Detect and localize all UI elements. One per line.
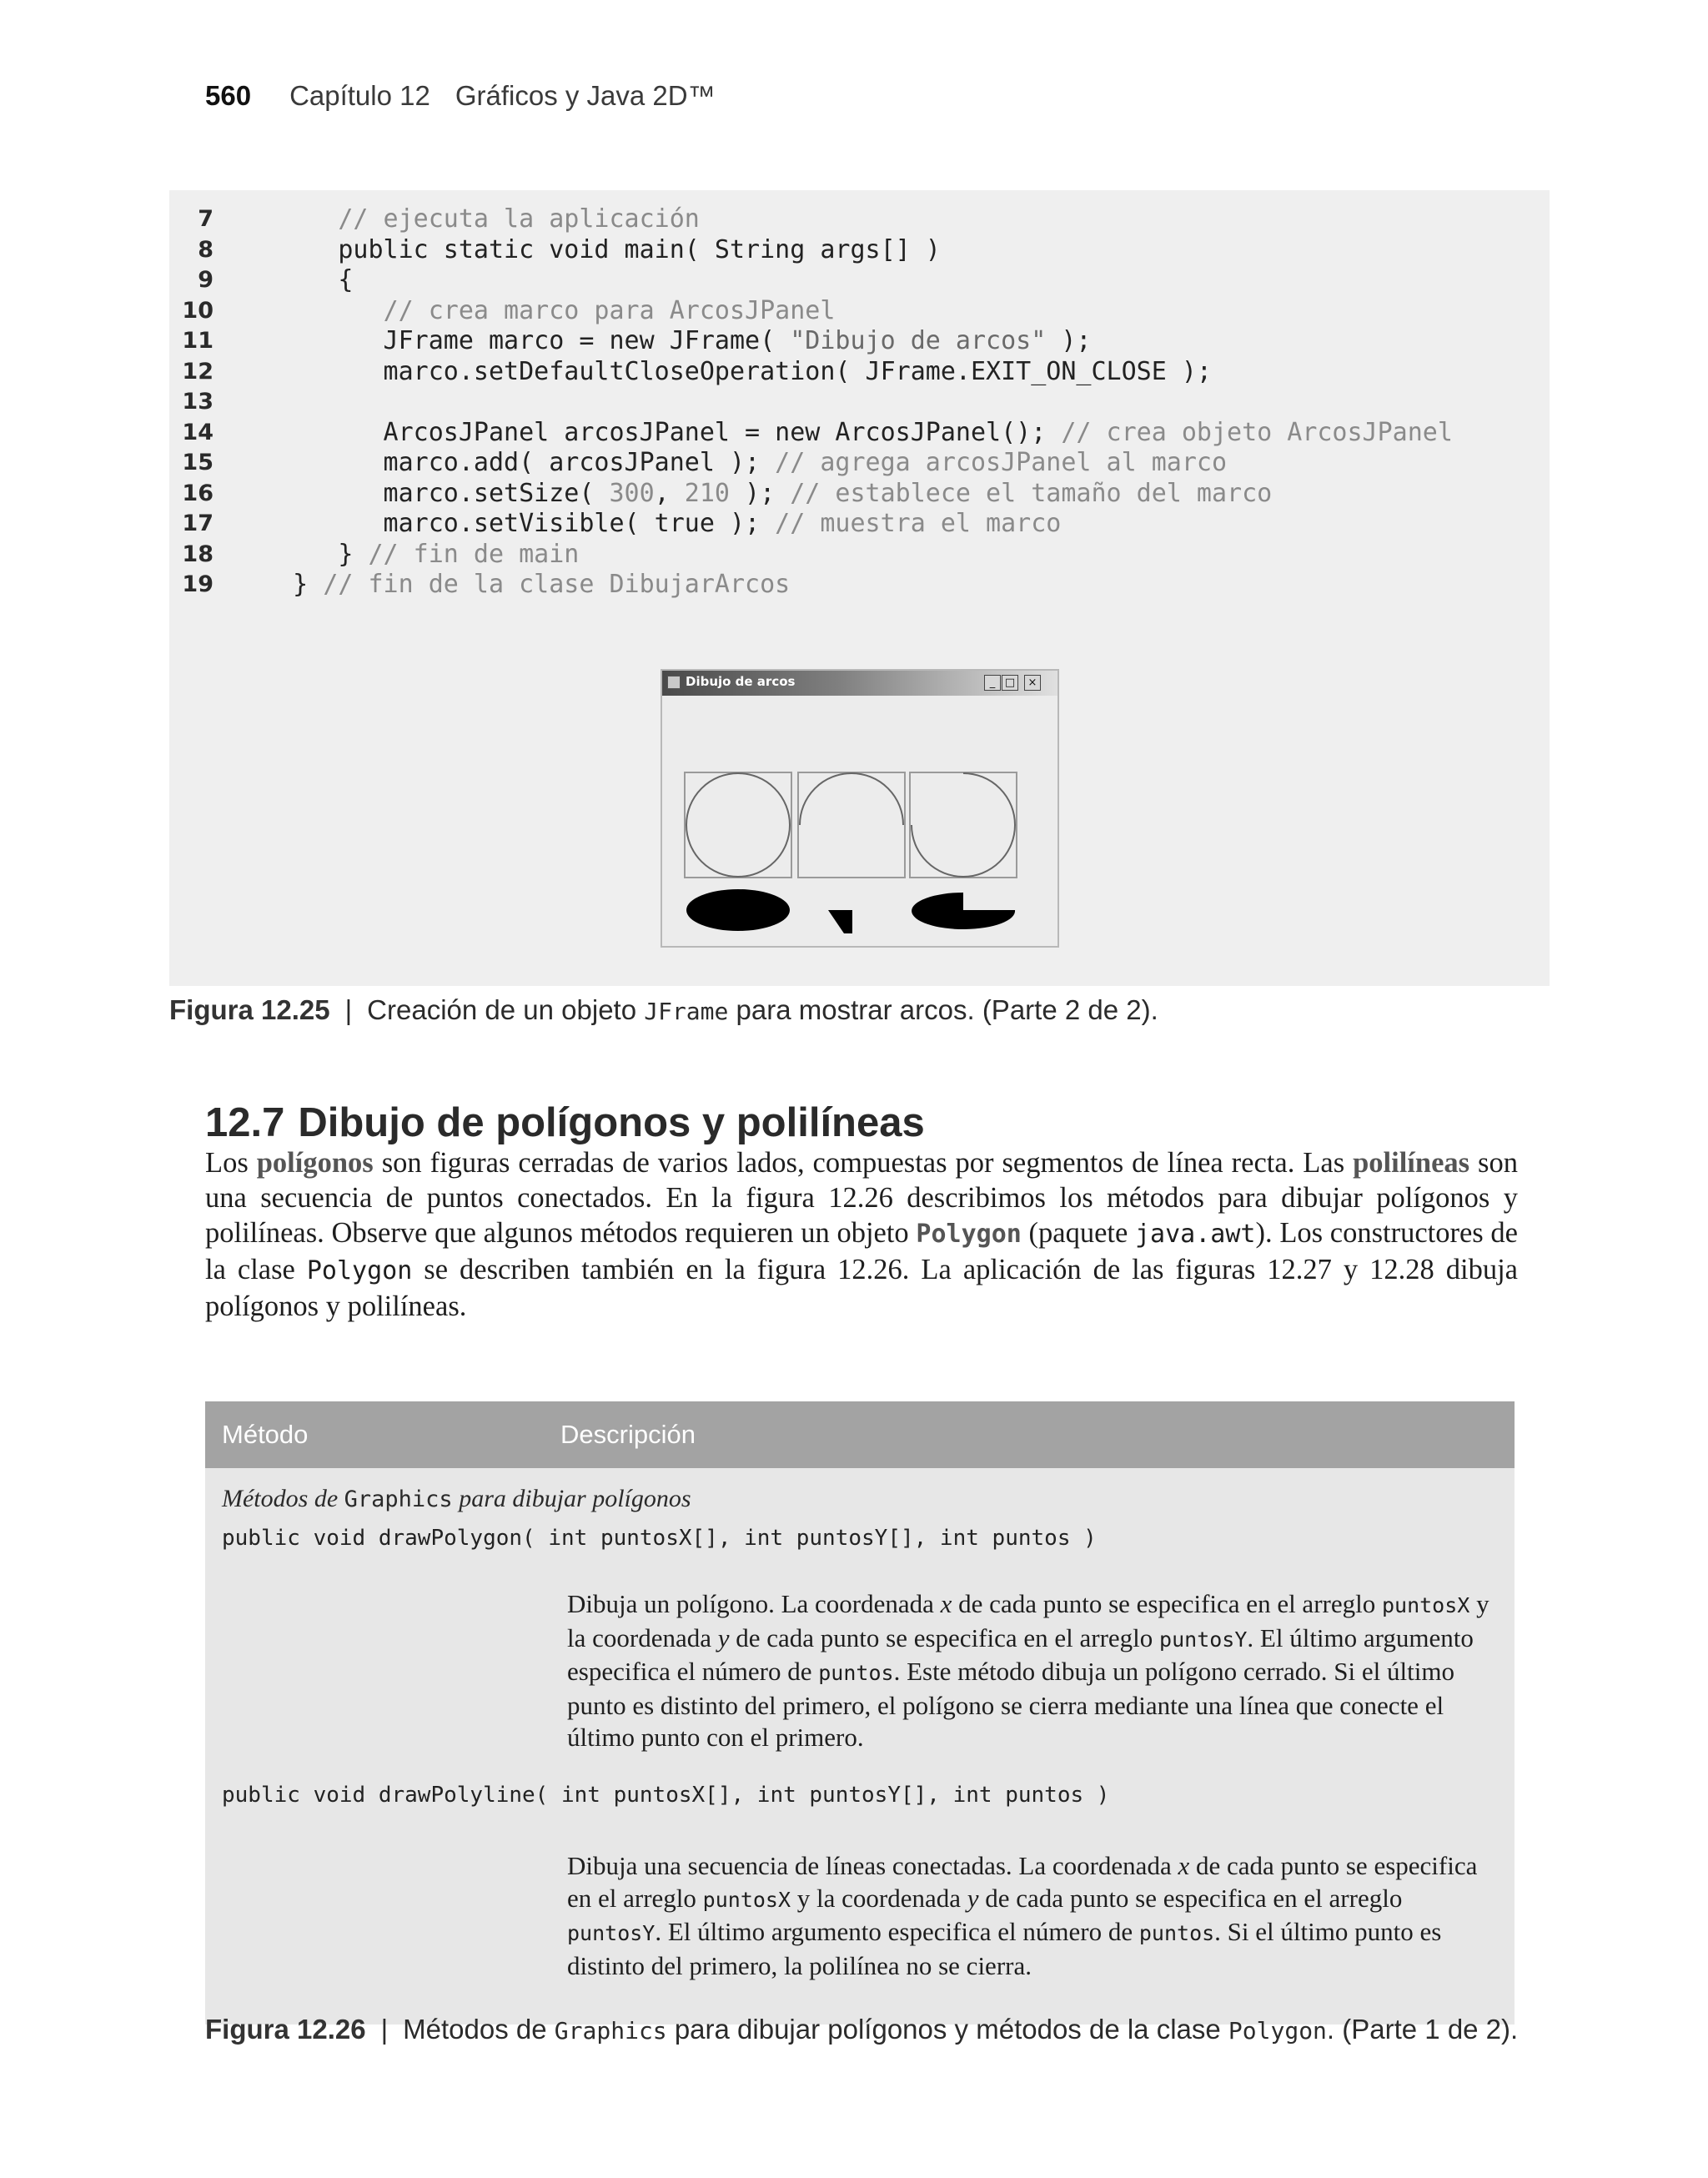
code-token — [248, 296, 384, 325]
code-token: // establece el tamaño del marco — [790, 478, 1273, 508]
code-token: public static void main( String args[] ) — [248, 234, 941, 264]
code-text — [248, 418, 1453, 449]
text: . El último argumento especifica el número de — [567, 1622, 1474, 1686]
text: (paquete — [1021, 1217, 1135, 1249]
chapter-label: Capítulo 12 — [289, 80, 430, 111]
output-window — [661, 669, 1059, 948]
filled-oval — [686, 889, 790, 931]
chapter-title: Gráficos y Java 2D™ — [455, 80, 716, 111]
full-arc — [686, 773, 790, 877]
inline-code: Graphics — [344, 1486, 453, 1512]
caption-separator: | — [380, 2014, 389, 2045]
method-description-drawpolygon — [567, 1588, 1489, 1754]
code-token: // crea marco para ArcosJPanel — [383, 295, 836, 325]
line-number: 12 — [182, 358, 214, 385]
arcs-drawing — [662, 696, 1057, 946]
text: son figuras cerradas de varios lados, compuestas por segmentos de línea recta. Las — [373, 1147, 1354, 1179]
table-header — [205, 1401, 1515, 1468]
code-token: // fin de la clase DibujarArcos — [323, 570, 791, 599]
code-token: // ejecuta la aplicación — [338, 204, 700, 234]
java-icon — [667, 676, 681, 689]
window-titlebar — [662, 671, 1057, 696]
code-line — [169, 235, 1550, 266]
caption-separator: | — [344, 994, 353, 1025]
code-text — [248, 479, 1272, 510]
text: y la coordenada — [567, 1589, 1489, 1652]
caption-code: Polygon — [1228, 2017, 1327, 2045]
text: Los — [205, 1147, 257, 1179]
text: para dibujar polígonos — [452, 1485, 691, 1512]
caption-code: Graphics — [554, 2017, 667, 2045]
figure-label: Figura 12.26 — [205, 2014, 366, 2045]
caption-text: para dibujar polígonos y métodos de la clase — [666, 2014, 1228, 2045]
running-header — [205, 80, 716, 112]
code-token: { — [248, 265, 354, 294]
code-line — [169, 418, 1550, 449]
methods-table — [205, 1401, 1515, 2025]
code-token: } — [248, 570, 324, 599]
text: . El último argumento especifica el número de — [655, 1917, 1139, 1946]
code-token: // fin de main — [368, 539, 580, 569]
caption-code: JFrame — [644, 998, 729, 1025]
key-term: polígonos — [256, 1147, 374, 1179]
inline-code: puntos — [818, 1661, 894, 1685]
inline-code: puntosX — [702, 1887, 791, 1912]
line-number: 19 — [182, 571, 214, 597]
text: de cada punto se especifica en el arreglo — [729, 1622, 1160, 1652]
text: son una secuencia de puntos conectados. En la figura 12.26 describimos los métodos para dibujar polígonos y polilíneas. Observe que algunos métodos requieren un objeto — [205, 1147, 1518, 1249]
line-number: 8 — [198, 236, 214, 263]
code-line — [169, 479, 1550, 510]
figure-label: Figura 12.25 — [169, 994, 330, 1025]
line-number: 15 — [182, 450, 214, 475]
code-line — [169, 357, 1550, 388]
line-number: 11 — [182, 328, 214, 354]
method-signature-drawpolygon: public void drawPolygon( int puntosX[], int puntosY[], int puntos ) — [222, 1526, 1097, 1551]
key-term: polilíneas — [1353, 1147, 1470, 1179]
code-text — [248, 235, 941, 266]
code-text — [248, 509, 1061, 540]
section-number: 12.7 — [205, 1100, 285, 1145]
filled-quarter-arc — [828, 910, 852, 933]
code-text — [248, 357, 1212, 388]
code-token: ArcosJPanel arcosJPanel = new ArcosJPanel(); — [248, 417, 1062, 447]
inline-code: puntos — [1138, 1921, 1215, 1945]
line-number: 10 — [182, 297, 214, 324]
text: Dibuja una secuencia de líneas conectadas. La coordenada — [567, 1851, 1178, 1880]
code-text — [248, 204, 700, 235]
caption-text: Métodos de — [403, 2014, 555, 2045]
text: se describen también en la figura 12.26. La aplicación de las figuras 12.27 y 12.28 dibuja polígonos y polilíneas. — [205, 1254, 1518, 1322]
body-paragraph — [205, 1145, 1518, 1324]
line-number: 16 — [182, 480, 214, 506]
half-arc — [800, 773, 903, 825]
text: Dibuja un polígono. La coordenada — [567, 1589, 941, 1618]
inline-code: java.awt — [1135, 1220, 1256, 1249]
text: de cada punto se especifica en el arreglo — [567, 1851, 1478, 1913]
code-line — [169, 509, 1550, 540]
code-token: marco.setDefaultCloseOperation( JFrame.EXIT_ON_CLOSE ); — [248, 356, 1212, 386]
column-header-description: Descripción — [560, 1420, 696, 1449]
code-text — [248, 326, 1091, 357]
section-title: Dibujo de polígonos y polilíneas — [298, 1100, 925, 1145]
section-heading — [205, 1099, 925, 1146]
line-number: 7 — [198, 206, 214, 232]
code-token: ); — [729, 478, 791, 508]
inline-code: puntosY — [567, 1921, 656, 1945]
maximize-icon: □ — [1002, 675, 1018, 691]
inline-code: Polygon — [916, 1220, 1022, 1249]
window-title: Dibujo de arcos — [686, 674, 796, 689]
code-text — [248, 448, 1227, 479]
caption-text: Creación de un objeto — [367, 994, 645, 1025]
inline-code: puntosX — [1381, 1593, 1470, 1617]
figure-12-26-caption — [205, 2014, 1518, 2045]
code-token: marco.setVisible( true ); — [248, 509, 776, 538]
figure-12-25-caption — [169, 994, 1158, 1026]
code-text — [248, 296, 835, 327]
text: Métodos de — [222, 1485, 344, 1512]
code-line — [169, 296, 1550, 327]
column-header-method: Método — [222, 1420, 309, 1449]
method-description-drawpolyline — [567, 1850, 1489, 1982]
italic-var: x — [1178, 1851, 1190, 1880]
method-signature-drawpolyline: public void drawPolyline( int puntosX[], int puntosY[], int puntos ) — [222, 1783, 1110, 1808]
text: y la coordenada — [791, 1883, 967, 1913]
code-token: } — [248, 539, 369, 569]
code-token: 300 — [609, 478, 655, 508]
code-token: "Dibujo de arcos" — [790, 326, 1047, 355]
code-line — [169, 326, 1550, 357]
code-line — [169, 570, 1550, 601]
caption-text: . (Parte 1 de 2). — [1326, 2014, 1519, 2045]
close-icon: × — [1024, 675, 1041, 691]
code-token: marco.setSize( — [248, 478, 610, 508]
code-lines — [169, 204, 1550, 601]
code-line — [169, 540, 1550, 571]
code-token: JFrame marco = new JFrame( — [248, 326, 791, 355]
italic-var: x — [940, 1589, 952, 1618]
page-number: 560 — [205, 80, 252, 111]
inline-code: puntosY — [1159, 1627, 1248, 1652]
text: . Si el último punto es distinto del primero, la polilínea no se cierra. — [567, 1917, 1442, 1980]
text: ). Los constructores de la clase — [205, 1217, 1518, 1285]
text: . Este método dibuja un polígono cerrado. Si el último punto es distinto del primero, el polígono se cierra mediante una línea que conecte el último punto con el primero. — [567, 1657, 1454, 1752]
italic-var: y — [717, 1622, 730, 1652]
minimize-icon: _ — [984, 675, 1001, 691]
text: de cada punto se especifica en el arreglo — [978, 1883, 1403, 1913]
code-line — [169, 448, 1550, 479]
code-token — [248, 204, 338, 234]
code-text — [248, 540, 579, 571]
line-number: 17 — [182, 511, 214, 536]
code-token: // agrega arcosJPanel al marco — [775, 448, 1228, 477]
line-number: 13 — [182, 389, 214, 415]
table-group-heading — [222, 1485, 691, 1513]
code-token: , — [654, 478, 685, 508]
text: de cada punto se especifica en el arreglo — [952, 1589, 1382, 1618]
line-number: 18 — [182, 541, 214, 567]
code-token: // muestra el marco — [775, 509, 1062, 538]
code-token: ); — [1046, 326, 1092, 355]
three-quarter-arc — [912, 773, 1015, 877]
code-line — [169, 204, 1550, 235]
code-text — [248, 265, 353, 296]
line-number: 14 — [182, 419, 214, 445]
inline-code: Polygon — [306, 1256, 413, 1285]
italic-var: y — [967, 1883, 979, 1913]
code-line — [169, 265, 1550, 296]
code-text — [248, 570, 790, 601]
code-line — [169, 387, 1550, 418]
code-token: 210 — [684, 478, 730, 508]
caption-text: para mostrar arcos. (Parte 2 de 2). — [728, 994, 1158, 1025]
code-token: // crea objeto ArcosJPanel — [1061, 417, 1453, 447]
filled-three-quarter-arc — [912, 893, 1015, 929]
line-number: 9 — [198, 267, 214, 293]
code-token: marco.add( arcosJPanel ); — [248, 448, 776, 477]
